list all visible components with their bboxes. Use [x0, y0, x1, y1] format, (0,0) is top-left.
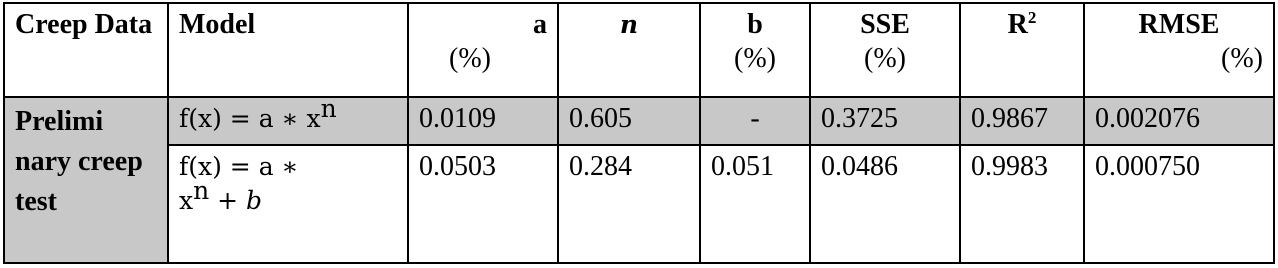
value-b: - — [700, 97, 810, 145]
model-formula-tail: + b — [209, 186, 263, 215]
model-cell — [168, 94, 408, 145]
header-sse-label: SSE — [860, 9, 910, 40]
header-b — [700, 3, 810, 97]
value-rmse: 0.000750 — [1084, 145, 1274, 263]
header-row — [4, 3, 1274, 97]
header-rmse-label: RMSE — [1138, 9, 1220, 40]
header-creep-data: Creep Data — [4, 3, 168, 97]
value-b: 0.051 — [700, 145, 810, 263]
header-sse-unit: (%) — [864, 43, 906, 74]
header-n — [558, 3, 700, 97]
creep-model-table — [3, 2, 1275, 264]
header-sse — [810, 3, 960, 97]
header-r2 — [960, 3, 1084, 97]
value-sse: 0.3725 — [810, 97, 960, 145]
model-cell — [168, 145, 408, 263]
value-r2: 0.9867 — [960, 97, 1084, 145]
header-a-label: a — [533, 9, 547, 40]
header-a — [408, 3, 558, 97]
model-formula: f(x) = a ∗ x — [179, 104, 321, 133]
model-exponent: n — [193, 176, 210, 205]
model-formula-continued: x — [179, 186, 194, 215]
header-rmse — [1084, 3, 1274, 97]
table-row — [4, 97, 1274, 145]
value-rmse: 0.002076 — [1084, 97, 1274, 145]
value-n: 0.284 — [558, 145, 700, 263]
value-a: 0.0503 — [408, 145, 558, 263]
header-b-label: b — [747, 9, 763, 40]
header-n-label: n — [619, 10, 639, 39]
header-r2-superscript: 2 — [1027, 8, 1037, 27]
header-model: Model — [168, 3, 408, 97]
model-formula: f(x) = a ∗ — [179, 152, 299, 181]
value-sse: 0.0486 — [810, 145, 960, 263]
value-n: 0.605 — [558, 97, 700, 145]
header-rmse-unit: (%) — [1221, 43, 1263, 74]
value-r2: 0.9983 — [960, 145, 1084, 263]
model-exponent: n — [320, 94, 337, 123]
header-r2-label: R — [1007, 9, 1028, 40]
header-b-unit: (%) — [734, 43, 776, 74]
group-label: Prelimi nary creep test — [4, 97, 168, 263]
value-a: 0.0109 — [408, 97, 558, 145]
header-a-unit: (%) — [449, 43, 491, 74]
table-row — [4, 145, 1274, 263]
